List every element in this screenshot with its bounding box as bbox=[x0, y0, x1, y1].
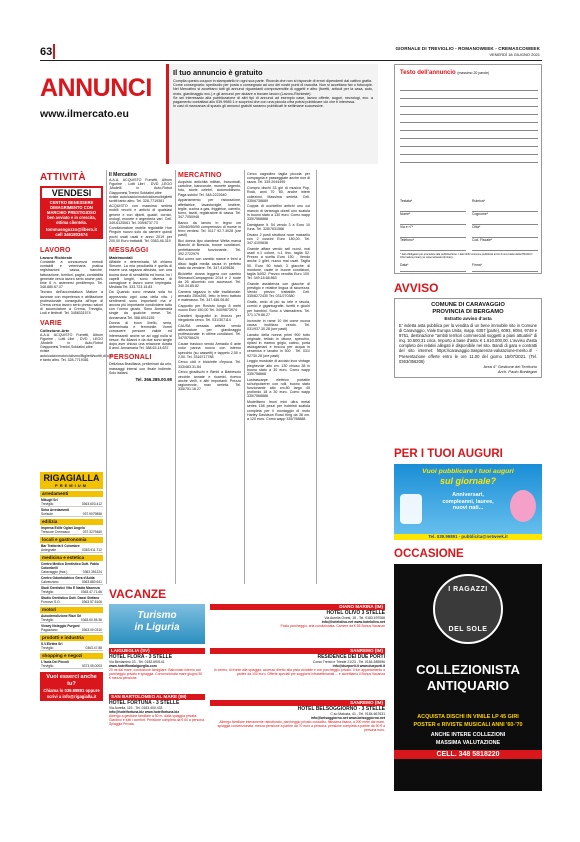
vinyl-logo-icon bbox=[433, 574, 503, 644]
classified-ad: Grande assistenza con giacche di prestigio e relative lingua di sicurezza. Vendo prezzo trattabile. Cell. 335/8272430 Tel. 031/270380 bbox=[247, 281, 310, 299]
coupon-line bbox=[400, 83, 538, 91]
shop-name-1: I RAGAZZI bbox=[448, 586, 488, 593]
entry-phone: 0363.603.412 bbox=[81, 501, 102, 506]
mercatino-list-2 bbox=[247, 172, 310, 421]
classified-ad: Damigiane lt. 54 vendo 3 a Euro 10 l'una. Tel. 328/7631586 bbox=[247, 222, 310, 231]
laig-text: 20 mt dal mare, conduzione famigliare. Balconato interno con parcheggio privato e spiaggia. Convenzionata mare giugno 50 € mezza pensione. bbox=[109, 668, 203, 680]
sr2-text: Albergo familiare interamente ristrutturato, parcheggio privato custodito, fittissima tisana, a 200 metri dal mare, spiaggia convenzionata. mezza pensione a partire da 70 euro a persona, pensione completa a partire da 90 € a persona euro. bbox=[217, 720, 385, 732]
occasione-line-3: ANCHE INTERE COLLEZIONI bbox=[430, 732, 506, 738]
classified-ad: Lavabo della nonna primi 900 tutto originale, tellaio in ottone, specchio, ripiani in marmo grigio, catino, porta asciugamani e brocca per acqua in ceramica e lavabo in 500 . Tel. 031/ 92730.28 (ore pasti) bbox=[247, 332, 310, 358]
col-divider bbox=[106, 170, 107, 584]
entry-name: S.V.Elettra Srl bbox=[41, 641, 63, 646]
laig-web[interactable]: www.hotelfloralaigueglia.com bbox=[109, 664, 157, 668]
classified-ad: Bici uomo con cambio marce e freni a disco taglia media causa in perfetto stato da vendere. Tel. 347.4109836 bbox=[178, 257, 241, 270]
hotel-fortuna-ad[interactable] bbox=[109, 694, 205, 726]
coupon-header bbox=[400, 70, 489, 76]
field-via[interactable]: Via e n°* bbox=[400, 225, 466, 238]
classified-ad: Acquisto antichità militari, francobolli, cartoline, banconote, monete argento, foto, storie celebri, automobilismo. Paga subito! Tel. 348.2222640 bbox=[178, 180, 241, 197]
coupon-line bbox=[400, 131, 538, 139]
occasione-phone: CELL. 348 5818220 bbox=[394, 750, 542, 759]
rigagialla-category: medicina e estetica bbox=[40, 555, 103, 561]
field-nome[interactable]: Nome* bbox=[400, 212, 466, 225]
laig-title: LAIGUEGLIA (SV) bbox=[109, 648, 205, 654]
entry-city: Caravaggio (fraz.) bbox=[41, 569, 68, 574]
personali-phone: Tel. 366.285.00.98 bbox=[135, 376, 172, 382]
classified-ad: Grande affare vendo sell nuovi, mai usati n.1 colore, n.1 lino, taglia 52. Prezzo a scelta Euro 150 . Vendo anche 2 gilet, nuovo mai usati. Taglia 50. Euro 50 totali, 3 giacche di montone, usate in buone condizioni, taglia 54/52. Prezzo vendita Euro 100. Tel. 349.18.68.863 bbox=[247, 246, 310, 281]
messaggi-ad-2: Da Quando sono rimasta sola ho apprezzato ogni cosa della vita. I sentimenti sono importanti ma e' ancora più importante condividere tutto con l'uomo giusto. Sono Annamaria single da qualche mese. Tel. Annamaria Tel. 388.8911155 bbox=[109, 290, 172, 320]
info-p2: Come consegnarlo: spediscilo per posta o consegnalo ad uno dei nostri punti di raccolta. Non si accettano fax o fotocopie. Nel Mercatino si accettano tutti gli annunci riguardanti compravendite di oggetti e altro (furetti, articoli per la casa, auto, moto, giardinaggio ecc.) e gli annunci per aiutare a trovare lavoro (Lavoro-Richieste). bbox=[173, 83, 373, 96]
classified-ad: Appartamento per ristorazione, affettatrice, lavastoviglie, tostiere, teglie, cucina a gas, friggitrice, carrello, forno, tavoli, registratore di cassa. Tel. 347.7050948 bbox=[178, 198, 241, 220]
hotel-belsoggiorno-ad[interactable] bbox=[210, 700, 385, 732]
personali-title: PERSONALI bbox=[109, 354, 152, 362]
messaggi-sub: Matrimoniali bbox=[109, 255, 133, 261]
auguri-q1: Vuoi pubblicare i tuoi auguri bbox=[422, 468, 514, 475]
auguri-l3: nuovi nati... bbox=[452, 505, 484, 511]
messaggi-title: MESSAGGI bbox=[109, 247, 149, 255]
entry-phone: 0363.47.71.66 bbox=[80, 589, 102, 594]
sbm-title: SAN BARTOLOMEO AL MARE (IM) bbox=[109, 694, 205, 700]
field-testata[interactable]: Testata* bbox=[400, 199, 466, 212]
entry-phone: 0363.47.88 bbox=[85, 645, 102, 650]
entry-city: Fornovo S.G. bbox=[41, 599, 61, 604]
entry-phone: 0363.60.55.36 bbox=[80, 617, 102, 622]
annunci-title: ANNUNCI bbox=[40, 74, 152, 102]
classified-ad: Bici donna tipo olandese Welta marca Bianchi di Brescia, buone condizioni, perfettamente funzionante. Tel. 392.2722979 bbox=[178, 239, 241, 256]
occasione-line-2: POSTER e RIVISTE MUSICALI ANNI '60-'70 bbox=[413, 722, 523, 728]
header-rule bbox=[40, 60, 542, 61]
rigagialla-box bbox=[40, 472, 103, 800]
info-p1: Compila questo coupon in stampatello in ogni sua parte. Ricorda che non si risponde di errori dipendenti dal cattivo grafia. bbox=[173, 79, 373, 83]
sbm-hotel: HOTEL FORTUNA - 3 STELLE bbox=[109, 700, 180, 706]
coupon-line bbox=[400, 115, 538, 123]
sbm-web[interactable]: info@hotelfortuna.biz www.hotelfortuna.biz bbox=[109, 710, 180, 714]
rigagialla-entry[interactable] bbox=[40, 585, 103, 595]
rigagialla-entry[interactable] bbox=[40, 659, 103, 669]
shop-name-2: DEL SOLE bbox=[448, 626, 488, 633]
coupon-line bbox=[400, 99, 538, 107]
entry-phone: 0363.00.0310 bbox=[81, 627, 102, 632]
dm-text: Posto parcheggio, aria condizionata. Camere da € 55 Bonus Vacanze bbox=[280, 624, 385, 628]
field-cod-fiscale[interactable]: Cod. Fiscale* bbox=[472, 238, 538, 251]
entry-name: Sirka Arredamenti bbox=[41, 507, 70, 512]
classified-ad: CAUSA cessata attività vendo attrezzature per giardinaggio professionale: in ottime condizioni. Tel. 347/5758429 bbox=[178, 323, 241, 341]
rigagialla-entry[interactable] bbox=[40, 497, 103, 507]
entry-phone: 0363.911.712 bbox=[82, 547, 102, 552]
varie-ad-1: A.A.A. ACQUISTO Fumetti, Album Figurine , Lotti Libri , DVD , LEGO ,Modelli in Auto,Robot Giapponesi,Trenini,Soldatini,oltre riviste auto/calcio/moto/ciclismo/Biglietti/scritti,dischi e tanto altro. Tel. 328-7719381 bbox=[40, 332, 113, 362]
sr2-addr: C.so Matuzia, 41 - Tel. 0184-667631 bbox=[330, 712, 385, 716]
classified-ad: Incrostre in rame 10 litri come nuova causa inutilizzo vendo. Tel. 031/937.30.28 (ore pasti) bbox=[247, 318, 310, 331]
rigagialla-entry[interactable] bbox=[40, 561, 103, 575]
field-citta[interactable]: Città* bbox=[472, 225, 538, 238]
auguri-l2: compleanni, lauree, bbox=[442, 498, 494, 505]
vendesi-ad bbox=[40, 186, 103, 239]
rigagialla-list bbox=[40, 491, 103, 669]
field-rubrica[interactable]: Rubrica* bbox=[472, 199, 538, 212]
mercatino-list bbox=[178, 180, 241, 391]
laig-addr: Via Beniamino 23 - Tel. 0182.690141 bbox=[109, 660, 165, 664]
avviso-l2: PROVINCIA DI BERGAMO bbox=[432, 309, 504, 315]
coupon-line bbox=[400, 147, 538, 155]
coupon-text-lines[interactable] bbox=[400, 83, 538, 163]
occasione-line-4: MASSIMA VALUTAZIONE bbox=[435, 740, 501, 746]
mercatino2-title: MERCATINO bbox=[178, 172, 222, 179]
cta-line-1: Vuoi esserci anche tu? bbox=[46, 674, 97, 687]
coupon-form bbox=[394, 64, 542, 274]
mercatino-ad-3: Condizionatore mobile regolabile Hoe Pinguin nuovo solo da camere quindi pochi usati usati e anno 2019 per 200,00 Euro trattabili. Tel. 0363.46.319 bbox=[109, 226, 172, 243]
vacanze-section bbox=[109, 588, 385, 601]
paper-name: GIORNALE DI TREVIGLIO - ROMANOWEEK - CREMASCOWEEK bbox=[395, 46, 540, 51]
auguri-section bbox=[394, 448, 542, 540]
rigagialla-category: shopping e negozi bbox=[40, 653, 103, 659]
avviso-sign-2: Arch. Paolo Bordegari bbox=[497, 368, 537, 374]
rigagialla-category: motori bbox=[40, 607, 103, 613]
header-accent bbox=[53, 44, 55, 59]
rigagialla-premium: PREMIUM bbox=[55, 483, 88, 488]
occasione-big-2: ANTIQUARIO bbox=[426, 678, 510, 693]
info-box bbox=[166, 64, 378, 164]
entry-city: Treviglio bbox=[41, 645, 54, 650]
sr1-addr: Corso Trento e Trieste 21/23 - Tel. 0184-585596 bbox=[312, 660, 385, 664]
hotel-olivo-ad[interactable] bbox=[210, 604, 385, 628]
lavoro-ad-2: Tecnico dell'acconciatura Mature a lavorare con esperienza e abilitazione professionale conseguita all'Ispe di Crema cerca lavoro serio presso saloni di acconciature a Crema, Treviglio, Lodi e limitrofi. Tel. 3456331574 bbox=[40, 290, 103, 316]
rigagialla-logo-wrap bbox=[40, 472, 103, 489]
sr2-hotel: HOTEL BELSOGGIORNO - 3 STELLE bbox=[297, 706, 385, 712]
classified-ad: Modellismo Imori mini ultra metal series 158 pezzi per hobbisti scatola completa per il montaggio di moto Harley Davidson Road King da 38 cm. a 120 euro. Como wapp 335/758888 bbox=[247, 400, 310, 421]
classified-ad: Lustrascarpe elettrico portatile schuhputzerer con rulli, buono stato funzionante alto cm.80 largo 40 profondo 18 a 30 euro. Como wapp 335/7568888 bbox=[247, 377, 310, 399]
page-number: 63 bbox=[40, 46, 53, 58]
entry-name: Centro Odontoiatrico Gera d'Adda bbox=[41, 575, 95, 580]
coupon-title: Testo dell'annuncio bbox=[400, 70, 456, 76]
rigagialla-cta[interactable] bbox=[40, 672, 103, 701]
classified-ad: Cause trasloco vendo Armadio 6 ante color panna nuovo con interno specchio (su cassetti) e tappeto 2,50 x 2,50. Tel. 3316717788 bbox=[178, 342, 241, 359]
field-firma[interactable]: Firma* bbox=[472, 263, 538, 272]
classified-ad: Banco da lavoro in legno cm 130x60/50/90 comprensivo di morse in ferro verdesi. Tel. 0117 92.7.3028 (ore pasti) bbox=[178, 220, 241, 238]
liguria-line-1: Turismo bbox=[137, 610, 177, 621]
occasione-title: OCCASIONE bbox=[394, 548, 464, 560]
occasione-big-1: COLLEZIONISTA bbox=[416, 662, 520, 677]
column-2 bbox=[109, 172, 172, 382]
avviso-section bbox=[394, 282, 542, 378]
avviso-box bbox=[394, 298, 542, 378]
cake-icon bbox=[400, 494, 422, 524]
field-telefono[interactable]: Telefono* bbox=[400, 238, 466, 251]
auguri-phone: Tel. 039.99891 - pubblicita@netweek.it bbox=[394, 534, 542, 540]
entry-name: Studi Dentistici Vito E Nadia Macenza bbox=[41, 585, 100, 590]
entry-name: Studio Dentistico Dott. Dassi Stefano bbox=[41, 595, 100, 600]
entry-city: Sorisole bbox=[41, 511, 53, 516]
vendesi-title: VENDESI bbox=[42, 188, 101, 198]
entry-name: Autodemolizione Rizzi Srl bbox=[41, 613, 82, 618]
coupon-line bbox=[400, 139, 538, 147]
coupon-line bbox=[400, 91, 538, 99]
auguri-q2: sul giornale? bbox=[439, 476, 496, 486]
entry-city: Antegnate bbox=[41, 547, 57, 552]
classified-ad: Cerco giradischi e Bimbi a Barbesolo vecchie annate e ricambi, ricerco anche vinili, e altri importanti. Prezzo ragionevole, max serietà. Tel. 335/751.16.27 bbox=[178, 370, 241, 392]
entry-city: Treviglio bbox=[41, 589, 54, 594]
hotel-flora-ad[interactable] bbox=[109, 648, 205, 680]
entry-name: Impresa Edile Oglari Angelo bbox=[41, 525, 85, 530]
dm-title: DIANO MARINA (IM) bbox=[210, 604, 385, 610]
varie-sub: Collezione-Arte bbox=[40, 327, 70, 333]
field-cognome[interactable]: Cognome* bbox=[472, 212, 538, 225]
attivita-title: ATTIVITÀ bbox=[40, 172, 86, 183]
liguria-banner bbox=[109, 604, 205, 644]
entry-name: Bar Trattoria Il Colombre bbox=[41, 543, 80, 548]
sr1-text: In centro, di fronte alla spiaggia, accesso diretto alla pista ciclabile e con parcheggio privato. Il fun appartamento a partire da 100 euro. Offerte speciali per soggiorni infrasettimanali ... e accettiamo il Bonus Vacanza bbox=[213, 668, 385, 676]
messaggi-ad-3: Donna di buon livello, seria, determinata e femminile. Vorrei conoscere persone valide ed interessanti: anche se ad oggi nulla si riesce. Ho 46anni e da due sono single dopo aver chiuso una relazione durata 8 anni. Annamaria Tel. 388.63.14.637 bbox=[109, 320, 172, 351]
laig-hotel: HOTEL FLORA - 3 STELLE bbox=[109, 654, 173, 660]
classified-ad: Cerco cagnolino taglia piccola per compagnia e passeggiate anche non di razza. Tel. 339.2044495 bbox=[247, 172, 310, 185]
entry-phone: 0363.351224 bbox=[82, 569, 102, 574]
rigagialla-entry[interactable] bbox=[40, 543, 103, 553]
coupon-line bbox=[400, 155, 538, 163]
avviso-title: AVVISO bbox=[394, 281, 439, 295]
entry-city: Treviglio bbox=[41, 501, 54, 506]
classified-ad: Leggio musicale di acciaio inox vintage pieghevole alto cm. 130 chiuso 38 in buono stato a 30 euro. Como wapp 335/758668 bbox=[247, 359, 310, 376]
coupon-hint: (massimo 20 parole) bbox=[457, 71, 490, 75]
mercatino-ad-2: ACQUISTO con massima serietà mobili vecchi e antichi di qualsiasi genere e con dipinti, quadri, cornici, orologi, monete e argenteria vari. Cell. 349-6125061 Tel. 039/6737.73 bbox=[109, 204, 172, 226]
avviso-l3: Estratto avviso d'asta bbox=[444, 316, 492, 321]
auguri-title: PER I TUOI AUGURI bbox=[394, 448, 503, 460]
coupon-line bbox=[400, 107, 538, 115]
coupon-fields-right bbox=[472, 199, 538, 251]
mercatino-title: Il Mercatino bbox=[109, 172, 137, 178]
auguri-l1: Anniversari, bbox=[452, 492, 484, 498]
rigagialla-entry[interactable] bbox=[40, 525, 103, 535]
col-divider bbox=[244, 170, 245, 584]
classified-ad: Cappotto per Rovisto lungo 8 metri nuovo Euro 150,00 Tel. 340/9873974 bbox=[178, 303, 241, 313]
entry-phone: 0363.880.641 bbox=[81, 579, 102, 584]
rigagialla-category: arredamenti bbox=[40, 491, 103, 497]
column-4 bbox=[247, 172, 310, 423]
column-3 bbox=[178, 172, 241, 393]
classified-ad: Cerco cicli e biciclette d'epoca. Tel. 333/463.31.84 bbox=[178, 360, 241, 369]
rigagialla-entry[interactable] bbox=[40, 507, 103, 517]
mercatino-ad-1: A.A.A. ACQUISTO Fumetti, Album Figurine , Lotti Libri , DVD ,LEGO ,Modelli in Auto,Robot Giapponesi,Trenini,Soldatini,oltre riviste auto/calcio/moto/ciclismo/biglietti scritti tanto altro. Tel. 328-7719381 bbox=[109, 178, 172, 204]
classified-ad: Divano 2 posti struttura noce massello con 2 cuscini Euro 180,00. Tel. 347.4109836 bbox=[247, 232, 310, 246]
classified-ad: Caratteri tipografici in bronzo per rilegatoria cerco. Tel. 031/307114 bbox=[178, 313, 241, 323]
cta-line-3: scrivi a info@rigagialla.it bbox=[46, 693, 97, 699]
entry-phone: 0363.57.5106 bbox=[81, 599, 102, 604]
dm-hotel: HOTEL OLIVO 3 STELLE bbox=[326, 610, 385, 616]
entry-phone: 0373.05.0003 bbox=[81, 663, 102, 668]
lavoro-title: LAVORO bbox=[40, 247, 71, 254]
dm-addr: Via Aurelia Ovest, 18 - Tel. 0183 497066 bbox=[324, 616, 385, 620]
coupon-line bbox=[400, 123, 538, 131]
avviso-l1: COMUNE DI CARAVAGGIO bbox=[431, 302, 505, 308]
sbm-addr: Via Aurelia, 119 - Tel. 0183.400.433 bbox=[109, 706, 163, 710]
entry-city: Trescore Cremasco bbox=[41, 529, 70, 534]
entry-name: L'Isola Dei Piccoli bbox=[41, 659, 69, 664]
entry-phone: 037.3279460 bbox=[82, 529, 102, 534]
vendesi-body: CENTRO BENESSERE DIMAGRIMENTO CON MARCHIO PRESTIGIOSO ben avviato e in crescita, ottima clientela. bbox=[47, 200, 96, 225]
entry-city: Calvenzano bbox=[41, 579, 59, 584]
rigagialla-category: locali e gastronomia bbox=[40, 537, 103, 543]
classified-ad: Gratis, cedo di più su tele e tavola, cornici e gigantografie, furetti e giochi per bambini. Sono a Valmadrera. Tel. 371.179.86.27 bbox=[247, 300, 310, 317]
vacanze-title: VACANZE bbox=[109, 587, 167, 601]
col-divider bbox=[175, 170, 176, 584]
classified-ad: Biciclette donna leggera con cambio Shimano/Campagnolo 2014 e 2 ruote da 26 alluminio con accessori. Tel. 340.34.85.82 bbox=[178, 271, 241, 289]
annunci-masthead bbox=[40, 64, 160, 130]
sbm-text: Albergo a gestione familiare a 50 m. dalla spiaggia privata. Giardino e tutti i comfort. Pensione completa da € 60 a persona. Spiaggia Privata. bbox=[109, 714, 205, 726]
occasione-line-1: ACQUISTA DISCHI IN VINILE LP 45 GIRI bbox=[417, 714, 519, 720]
entry-city: Treviglio bbox=[41, 617, 54, 622]
entry-name: Centro Medico Dentistico Dott. Fabio Colombelli bbox=[41, 561, 99, 570]
balloon-icon bbox=[510, 490, 536, 522]
varie-title: VARIE bbox=[40, 319, 62, 327]
annunci-url[interactable]: www.ilmercato.eu bbox=[40, 108, 129, 120]
info-title: Il tuo annuncio è gratuito bbox=[173, 68, 263, 77]
occasione-ad[interactable] bbox=[394, 564, 542, 791]
classified-ad: Compro dischi 33 giri di musica Pop, Rock, anni 70 '80, anche intere collezioni. Massima serietà. Cell. 335/6738689 bbox=[247, 186, 310, 203]
rigagialla-entry[interactable] bbox=[40, 595, 103, 605]
cta-line-2: Chiama lo 039.99891 oppure bbox=[43, 688, 100, 693]
avviso-sign-1: Area 4° Gestione del Territorio bbox=[483, 363, 537, 369]
coupon-fields-left bbox=[400, 199, 466, 251]
occasione-section bbox=[394, 548, 542, 791]
vendesi-contact: tommasoguzzo@libero.it cell 3461803674 bbox=[46, 227, 97, 237]
entry-city: Pagazzano bbox=[41, 627, 58, 632]
rigagialla-logo: RIGAGIALLA bbox=[43, 473, 100, 483]
sr2-web[interactable]: info@belsoggiorno.net www.belsoggiorno.net bbox=[310, 716, 385, 720]
issue-date: VENERDÌ 18 GIUGNO 2021 bbox=[489, 52, 540, 57]
coupon-note: * dati obbligatori per procedere alla pubblicazione. I dati NON verranno pubblicati ai fini di una tutela della PRIVACY. Informativa privacy su www.netweek.it/privacy. bbox=[400, 253, 534, 259]
entry-name: Vivaey Noleggio Furgoni bbox=[41, 623, 80, 628]
classified-ad: Camera ragazzo in stile tradizionale: armadio 250x250, letto in ferro battuto e materasso. Tel. 347.456.06.80 bbox=[178, 289, 241, 303]
info-accent bbox=[166, 64, 169, 164]
col-divider bbox=[316, 170, 317, 584]
lavoro-ad-1: Contabile a conoscenza metodi contabili e veterinaria pratica registrazioni cassa, banche, fatturazione, fornitori, paghe, contabilità generale cerca lavoro serio anche part-time 6 h. astenersi perditempo. Tel. 348.880.67.07 bbox=[40, 260, 103, 290]
rigagialla-category: prodotti e industria bbox=[40, 635, 103, 641]
sr2-title: SANREMO (IM) bbox=[210, 700, 385, 706]
rigagialla-entry[interactable] bbox=[40, 623, 103, 633]
rigagialla-entry[interactable] bbox=[40, 641, 103, 651]
lavoro-sub: Lavoro Richieste bbox=[40, 255, 73, 260]
sr1-web[interactable]: info@dueporti.it www.dueporti.it bbox=[332, 664, 385, 668]
liguria-line-2: in Liguria bbox=[134, 622, 180, 633]
info-p4: In casi di mancanza di spazio gli annunci gratuiti saranno pubblicati le settimane successive. bbox=[173, 104, 324, 109]
entry-name: Mikugli Srl bbox=[41, 497, 58, 502]
avviso-body: E' indetta asta pubblica per la vendita di un bene immobile sito in Comune di Caravaggio, Viale Europa Unita, mapp. 6357 (parte), 6093, 6094, 9749 e 9751, destinazione "ambiti territori commerciali soggetti a piani attuativi" di mq. 10.500,31 circa. Importo a base d'asta: € 1.610.000,00. L'avviso d'asta completo dei relativi allegati è disponibile nel sito. Bandi di gara e contratti del sito internet: https://caravaggio.trasparenza-valutazione-merito.it/ - Presentazione offerte entro le ore 11.00 del giorno 15/07/2021. (Tel. 0363/356206) bbox=[399, 323, 537, 364]
sr1-title: SANREMO (IM) bbox=[210, 648, 385, 654]
column-1 bbox=[40, 172, 113, 362]
personali-ad: Deliziosa Brasiliana, preliminari da urlo, massaggi intensi con finale bollente. Solo italiani. bbox=[109, 362, 172, 375]
entry-city: Treviglio bbox=[41, 663, 54, 668]
sr1-hotel: RESIDENCE DEI DUE PORTI bbox=[317, 654, 385, 660]
classified-ad: Coppia di occhiellini antichi uno col mancio di tartaruga dorati uno scatola in buono stato a 130 euro. Como wapp 335/7568888 bbox=[247, 204, 310, 222]
rigagialla-entry[interactable] bbox=[40, 575, 103, 585]
rigagialla-entry[interactable] bbox=[40, 613, 103, 623]
field-data[interactable]: Data* bbox=[400, 263, 466, 272]
info-p3: Se sei interessato alla pubblicazione di altri tipi di annunci ad esempio case, lavoro offerte, auguri, necrologi, ecc. a pagamento contattaci allo 039.9989.1 e scoprirai che con una piccola cifra potrai pubblicare ciò che ti interessa. bbox=[173, 95, 373, 105]
auguri-banner[interactable] bbox=[394, 464, 542, 540]
rigagialla-category: edilizia bbox=[40, 519, 103, 525]
entry-phone: 037.9079856 bbox=[82, 511, 102, 516]
dm-web[interactable]: info@hotelolivo.net www.hotelolivo.net bbox=[321, 620, 385, 624]
messaggi-ad-1: Affabile e determinata, Mi chiamo Simone. La mia peculiarità è quella di essere una ragazza altruista, con una buona dose di sensibilità ed ironia. ho i capelli lunghi, sono diversa di carnagione e lavoro come impiegata. Mediata Tel. 333.723.15.83 bbox=[109, 260, 172, 290]
info-text bbox=[173, 79, 373, 108]
residence-due-porti-ad[interactable] bbox=[210, 648, 385, 676]
